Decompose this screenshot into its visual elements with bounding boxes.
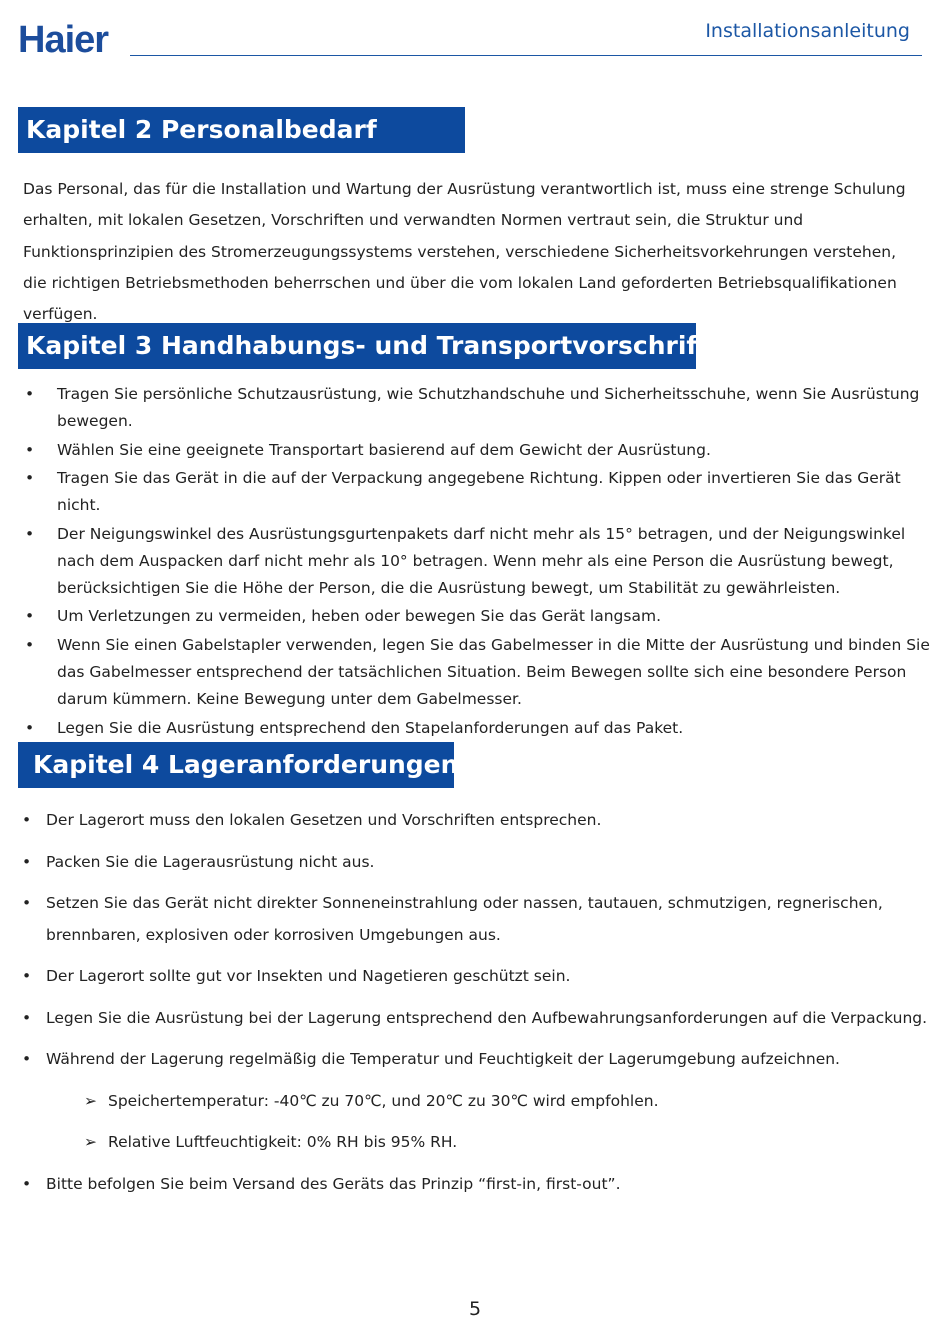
list-item [0,603,930,630]
list-item [0,1169,930,1201]
bullet: • [22,852,32,871]
sub-list-item [0,1127,930,1159]
bullet: • [25,635,35,654]
haier-logo: Haier [18,19,109,61]
list-item [0,1003,930,1035]
list-item-text: Tragen Sie das Gerät in die auf der Verpackung angegebene Richtung. Kippen oder invertieren Sie das Gerät nicht. [57,469,901,515]
list-item-text: Packen Sie die Lagerausrüstung nicht aus. [46,852,375,871]
sub-list-item-text: Speichertemperatur: -40℃ zu 70℃, und 20℃ zu 30℃ wird empfohlen. [108,1091,659,1110]
bullet: • [22,1050,32,1068]
list-item [0,521,930,602]
list-item [0,961,930,993]
list-item-text: Tragen Sie persönliche Schutzausrüstung, wie Schutzhandschuhe und Sicherheitsschuhe, wenn Sie Ausrüstung bewegen. [57,385,920,430]
sub-list-item [0,1086,930,1118]
list-item-text: Während der Lagerung regelmäßig die Temperatur und Feuchtigkeit der Lagerumgebung aufzeichnen. [46,1050,840,1068]
chapter-3-list [0,381,930,743]
chapter-4-list [0,805,930,1210]
chapter-4-heading: Kapitel 4 Lageranforderungen [18,742,454,788]
header-divider [130,55,922,56]
bullet: • [25,469,35,488]
bullet: • [22,811,32,829]
bullet: • [22,894,32,912]
list-item [0,805,930,837]
bullet: • [25,607,35,626]
sub-list-item-text: Relative Luftfeuchtigkeit: 0% RH bis 95% RH. [108,1133,458,1151]
list-item-text: Legen Sie die Ausrüstung bei der Lagerung entsprechend den Aufbewahrungsanforderungen auf die Verpackung. [46,1008,928,1027]
list-item-text: Um Verletzungen zu vermeiden, heben oder bewegen Sie das Gerät langsam. [57,607,661,626]
list-item-text: Wenn Sie einen Gabelstapler verwenden, legen Sie das Gabelmesser in die Mitte der Ausrüstung und binden Sie das Gabelmesser entsprechend der tatsächlichen Situation. Beim Bewegen sollte sich eine besondere Person darum kümmern. Keine Bewegung unter dem Gabelmesser. [57,635,930,708]
bullet: • [25,718,35,737]
list-item [0,847,930,879]
list-item [0,888,930,951]
list-item [0,1044,930,1076]
list-item [0,381,930,435]
list-item [0,465,930,519]
list-item-text: Setzen Sie das Gerät nicht direkter Sonneneinstrahlung oder nassen, tautauen, schmutzigen, regnerischen, brennbaren, explosiven oder korrosiven Umgebungen aus. [46,894,883,944]
list-item-text: Der Lagerort muss den lokalen Gesetzen und Vorschriften entsprechen. [46,811,602,829]
chapter-2-heading: Kapitel 2 Personalbedarf [18,107,465,153]
bullet: • [25,524,35,543]
arrow-bullet-icon: ➢ [84,1091,97,1110]
bullet: • [22,1008,32,1027]
list-item-text: Wählen Sie eine geeignete Transportart basierend auf dem Gewicht der Ausrüstung. [57,440,711,459]
list-item [0,632,930,713]
list-item [0,715,930,742]
bullet: • [25,385,35,403]
bullet: • [25,440,35,459]
bullet: • [22,967,32,985]
list-item-text: Der Neigungswinkel des Ausrüstungsgurtenpakets darf nicht mehr als 15° betragen, und der Neigungswinkel nach dem Auspacken darf nicht mehr als 10° betragen. Wenn mehr als eine Person die Ausrüstung bewegt, berücksichtigen Sie die Höhe der Person, die die Ausrüstung bewegt, um Stabilität zu gewährleisten. [57,524,906,597]
chapter-3-heading: Kapitel 3 Handhabungs- und Transportvorschriften [18,323,696,369]
bullet: • [22,1174,32,1193]
document-title: Installationsanleitung [705,20,910,42]
list-item-text: Bitte befolgen Sie beim Versand des Geräts das Prinzip “first-in, first-out”. [46,1174,621,1193]
list-item [0,437,930,464]
chapter-2-paragraph: Das Personal, das für die Installation und Wartung der Ausrüstung verantwortlich ist, muss eine strenge Schulung erhalten, mit lokalen Gesetzen, Vorschriften und verwandten Normen vertraut sein, die Struktur und Funktionsprinzipien des Stromerzeugungssystems verstehen, verschiedene Sicherheitsvorkehrungen verstehen, die richtigen Betriebsmethoden beherrschen und über die vom lokalen Land geforderten Betriebsqualifikationen verfügen. [23,180,906,324]
list-item-text: Legen Sie die Ausrüstung entsprechend den Stapelanforderungen auf das Paket. [57,718,684,737]
arrow-bullet-icon: ➢ [84,1133,97,1151]
list-item-text: Der Lagerort sollte gut vor Insekten und Nagetieren geschützt sein. [46,967,571,985]
page-number: 5 [468,1298,482,1320]
